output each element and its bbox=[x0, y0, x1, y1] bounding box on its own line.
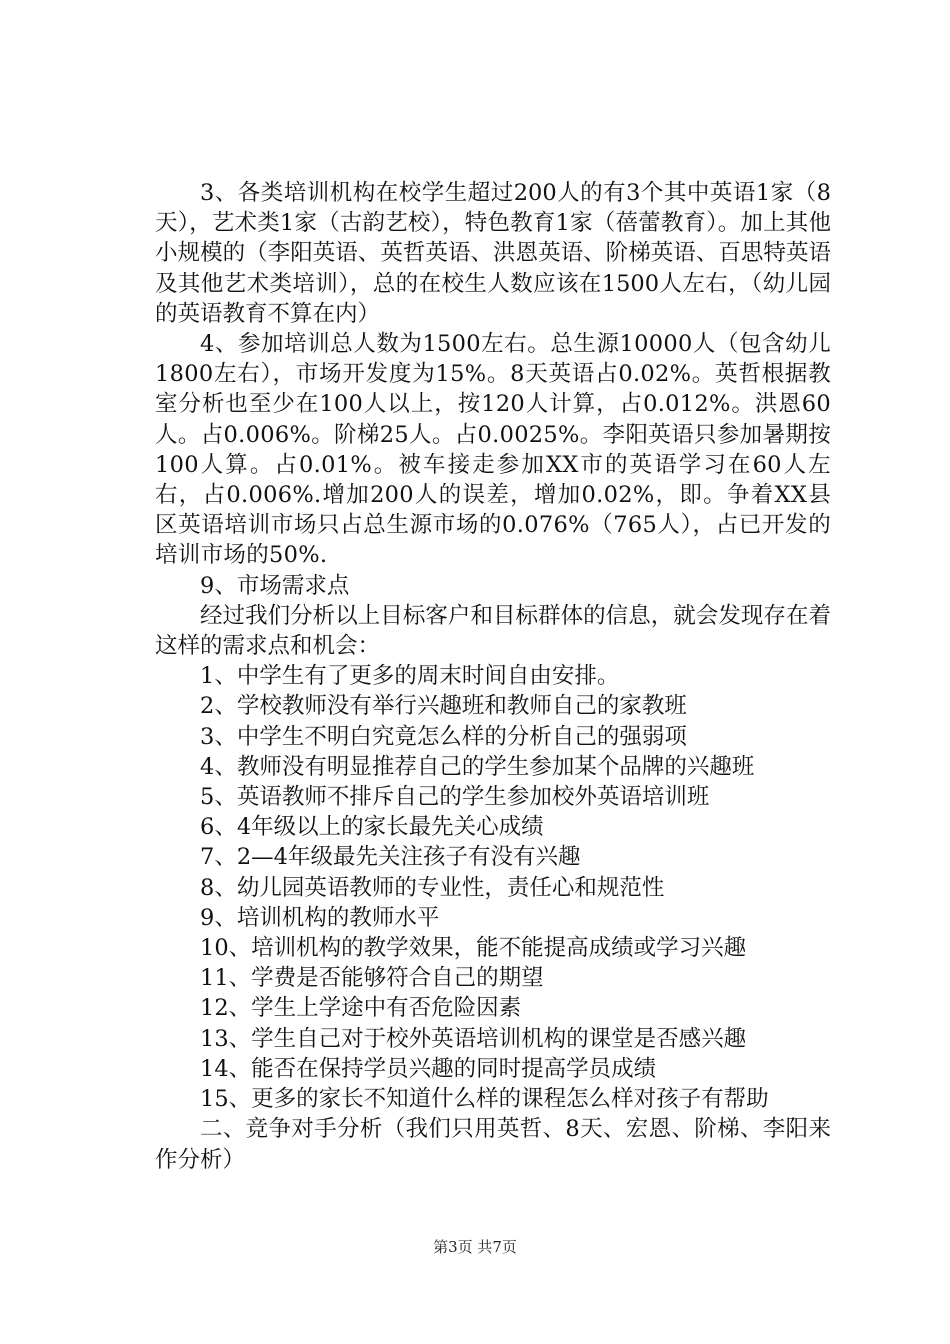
paragraph-demand-intro: 经过我们分析以上目标客户和目标群体的信息，就会发现存在着这样的需求点和机会： bbox=[155, 602, 831, 660]
list-item: 6、4年级以上的家长最先关心成绩 bbox=[200, 814, 544, 841]
list-item: 5、英语教师不排斥自己的学生参加校外英语培训班 bbox=[200, 784, 710, 811]
list-item: 1、中学生有了更多的周末时间自由安排。 bbox=[200, 663, 620, 690]
list-item: 15、更多的家长不知道什么样的课程怎么样对孩子有帮助 bbox=[200, 1086, 769, 1113]
list-item: 14、能否在保持学员兴趣的同时提高学员成绩 bbox=[200, 1055, 657, 1082]
list-item: 11、学费是否能够符合自己的期望 bbox=[200, 965, 544, 992]
section-heading-market-demand: 9、市场需求点 bbox=[200, 572, 350, 599]
list-item: 12、学生上学途中有否危险因素 bbox=[200, 995, 522, 1022]
list-item: 8、幼儿园英语教师的专业性，责任心和规范性 bbox=[200, 874, 665, 901]
paragraph-competitor-analysis: 二、竞争对手分析（我们只用英哲、8天、宏恩、阶梯、李阳来作分析） bbox=[155, 1116, 831, 1173]
demand-points-list bbox=[155, 661, 831, 1114]
page-footer: 第3页 共7页 bbox=[433, 1238, 517, 1256]
paragraph-training-institutions: 3、各类培训机构在校学生超过200人的有3个其中英语1家（8天），艺术类1家（古韵艺校），特色教育1家（蓓蕾教育）。加上其他小规模的（李阳英语、英哲英语、洪恩英语、阶梯英语、百思特英语及其他艺术类培训），总的在校生人数应该在1500人左右，（幼儿园的英语教育不算在内） bbox=[155, 180, 831, 327]
list-item: 10、培训机构的教学效果，能不能提高成绩或学习兴趣 bbox=[200, 935, 747, 962]
list-item: 2、学校教师没有举行兴趣班和教师自己的家教班 bbox=[200, 693, 687, 720]
list-item: 9、培训机构的教师水平 bbox=[200, 904, 440, 931]
paragraph-training-statistics: 4、参加培训总人数为1500左右。总生源10000人（包含幼儿1800左右），市场开发度为15%。8天英语占0.02%。英哲根据教室分析也至少在100人以上，按120人计算，占0.012%。洪恩60人。占0.006%。阶梯25人。占0.0025%。李阳英语只参加暑期按100人算。占0.01%。被车接走参加XX市的英语学习在60人左右，占0.006%.增加200人的误差，增加0.02%，即。争着XX县区英语培训市场只占总生源市场的0.076%（765人），占已开发的培训市场的50%. bbox=[155, 331, 831, 569]
list-item: 4、教师没有明显推荐自己的学生参加某个品牌的兴趣班 bbox=[200, 753, 755, 780]
list-item: 7、2—4年级最先关注孩子有没有兴趣 bbox=[200, 844, 581, 871]
list-item: 13、学生自己对于校外英语培训机构的课堂是否感兴趣 bbox=[200, 1025, 747, 1052]
list-item: 3、中学生不明白究竟怎么样的分析自己的强弱项 bbox=[200, 723, 687, 750]
document-body bbox=[155, 178, 831, 1175]
